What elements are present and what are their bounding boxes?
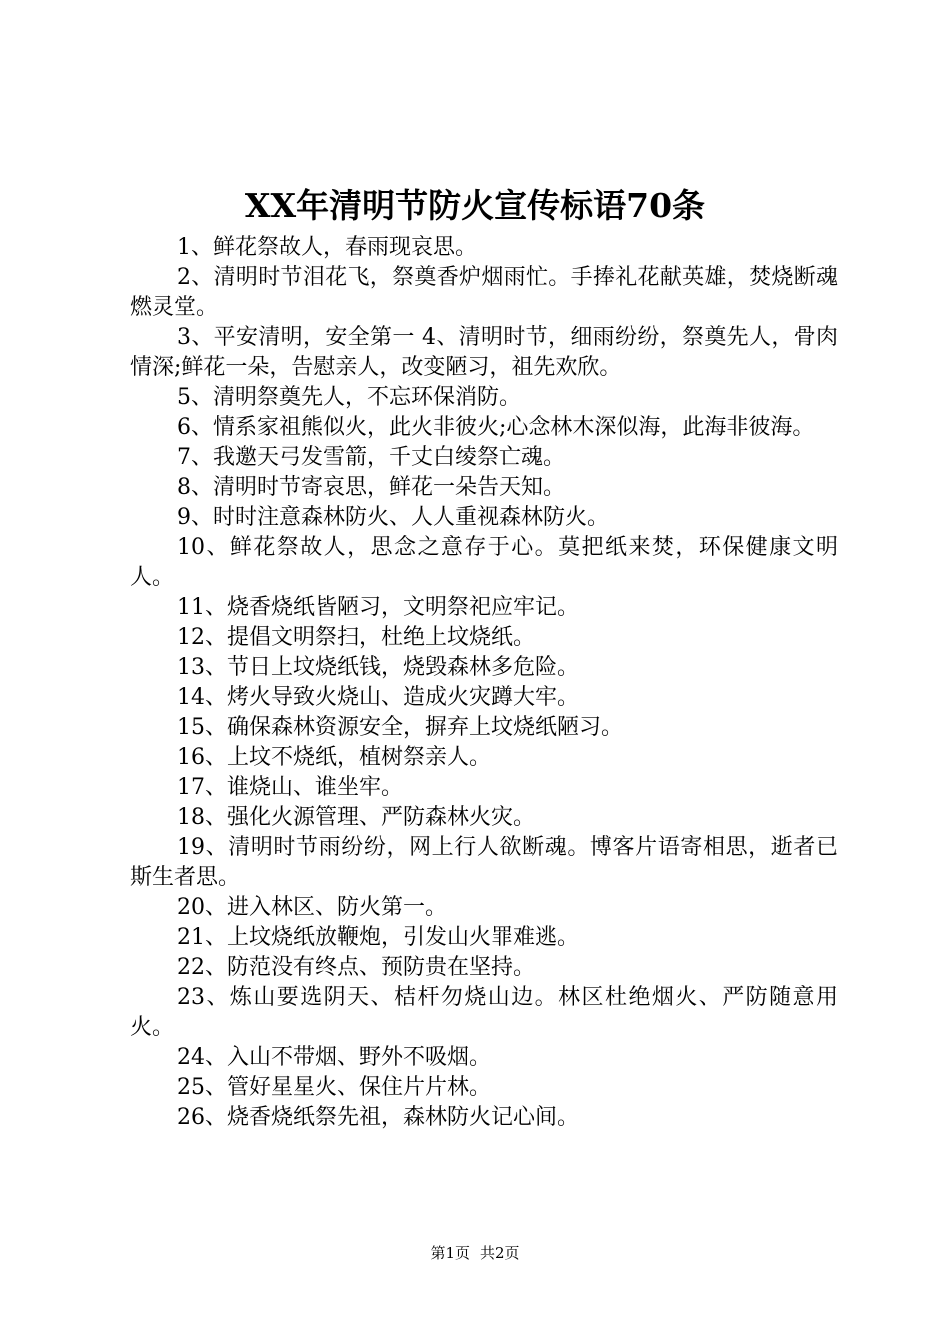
slogan-paragraph: 9、时时注意森林防火、人人重视森林防火。 [177,505,609,530]
slogan-paragraph: 14、烤火导致火烧山、造成火灾蹲大牢。 [177,685,579,710]
slogan-paragraph: 15、确保森林资源安全，摒弃上坟烧纸陋习。 [177,715,623,740]
slogan-paragraph: 3、平安清明，安全第一 4、清明时节，细雨纷纷，祭奠先人，骨肉情深;鲜花一朵，告慰亲人，改变陋习，祖先欢欣。 [130,325,838,380]
slogan-paragraph: 23、炼山要选阴天、桔杆勿烧山边。林区杜绝烟火、严防随意用火。 [130,985,838,1040]
slogan-paragraph: 24、入山不带烟、野外不吸烟。 [177,1045,491,1070]
slogan-paragraph: 1、鲜花祭故人，春雨现哀思。 [177,235,477,260]
slogan-paragraph: 20、进入林区、防火第一。 [177,895,447,920]
page-total: 共2页 [480,1244,520,1262]
slogan-paragraph: 17、谁烧山、谁坐牢。 [177,775,403,800]
slogan-paragraph: 11、烧香烧纸皆陋习，文明祭祀应牢记。 [177,595,579,620]
slogan-paragraph: 13、节日上坟烧纸钱，烧毁森林多危险。 [177,655,579,680]
document-title: XX年清明节防火宣传标语70条 [244,186,706,225]
slogan-paragraph: 2、清明时节泪花飞，祭奠香炉烟雨忙。手捧礼花献英雄，焚烧断魂燃灵堂。 [130,265,838,320]
slogan-paragraph: 22、防范没有终点、预防贵在坚持。 [177,955,535,980]
slogan-paragraph: 18、强化火源管理、严防森林火灾。 [177,805,535,830]
slogan-paragraph: 26、烧香烧纸祭先祖，森林防火记心间。 [177,1105,579,1130]
slogan-paragraph: 8、清明时节寄哀思，鲜花一朵告天知。 [177,475,565,500]
slogan-paragraph: 6、情系家祖熊似火，此火非彼火;心念林木深似海，此海非彼海。 [177,415,815,440]
slogan-paragraph: 5、清明祭奠先人，不忘环保消防。 [177,385,521,410]
slogan-paragraph: 19、清明时节雨纷纷，网上行人欲断魂。博客片语寄相思，逝者已斯生者思。 [130,835,838,890]
page-number: 第1页 [430,1244,470,1262]
page-footer [0,1242,950,1264]
slogan-paragraph: 12、提倡文明祭扫，杜绝上坟烧纸。 [177,625,535,650]
slogan-paragraph: 25、管好星星火、保住片片林。 [177,1075,491,1100]
slogan-paragraph: 16、上坟不烧纸，植树祭亲人。 [177,745,491,770]
slogan-paragraph: 7、我邀天弓发雪箭，千丈白绫祭亡魂。 [177,445,565,470]
slogan-paragraph: 21、上坟烧纸放鞭炮，引发山火罪难逃。 [177,925,579,950]
slogan-list [130,233,838,1133]
slogan-paragraph: 10、鲜花祭故人，思念之意存于心。莫把纸来焚，环保健康文明人。 [130,535,838,590]
